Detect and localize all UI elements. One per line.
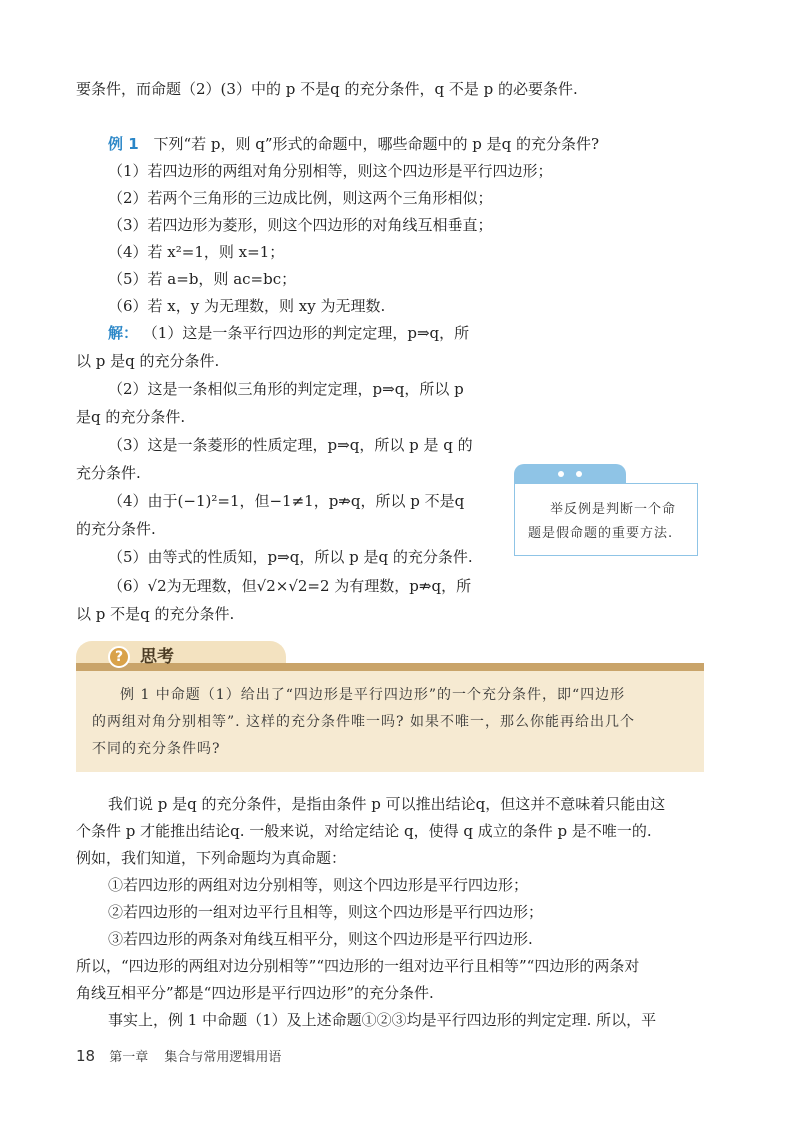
chapter-label: 第一章 bbox=[109, 1050, 149, 1065]
solution-line-6: 充分条件. bbox=[76, 464, 141, 482]
solution-text-1: （1）这是一条平行四边形的判定定理，p⇒q，所 bbox=[142, 324, 470, 342]
solution-line-8: 的充分条件. bbox=[76, 520, 156, 538]
solution-label: 解： bbox=[108, 324, 139, 342]
body-line-7: 所以，“四边形的两组对边分别相等”“四边形的一组对边平行且相等”“四边形的两条对 bbox=[76, 957, 640, 975]
page-number: 18 bbox=[76, 1047, 96, 1065]
solution-line-11: 以 p 不是q 的充分条件. bbox=[76, 605, 235, 623]
solution-line-5: （3）这是一条菱形的性质定理，p⇒q，所以 p 是 q 的 bbox=[108, 436, 473, 454]
chapter-title: 集合与常用逻辑用语 bbox=[164, 1050, 282, 1065]
solution-line-1 bbox=[108, 322, 469, 344]
body-line-2: 个条件 p 才能推出结论q. 一般来说，对给定结论 q，使得 q 成立的条件 p 是不唯一的. bbox=[76, 822, 652, 840]
body-line-5: ②若四边形的一组对边平行且相等，则这个四边形是平行四边形； bbox=[108, 903, 544, 921]
intro-line: 要条件，而命题（2）(3）中的 p 不是q 的充分条件，q 不是 p 的必要条件. bbox=[76, 80, 578, 98]
solution-line-4: 是q 的充分条件. bbox=[76, 408, 186, 426]
page-footer bbox=[76, 1046, 281, 1065]
solution-line-3: （2）这是一条相似三角形的判定定理，p⇒q，所以 p bbox=[108, 380, 464, 398]
question-icon: ? bbox=[108, 646, 130, 668]
side-note-line-2: 题是假命题的重要方法. bbox=[528, 526, 674, 541]
think-line-1: 例 1 中命题（1）给出了“四边形是平行四边形”的一个充分条件，即“四边形 bbox=[120, 687, 626, 703]
solution-line-2: 以 p 是q 的充分条件. bbox=[76, 352, 220, 370]
example-item-3: （3）若四边形为菱形，则这个四边形的对角线互相垂直； bbox=[108, 216, 493, 234]
example-item-4: （4）若 x²=1，则 x=1； bbox=[108, 243, 285, 261]
solution-line-7: （4）由于(−1)²=1，但−1≠1，p⇏q，所以 p 不是q bbox=[108, 492, 465, 510]
note-dot-icon bbox=[558, 471, 564, 477]
example-label: 例 1 bbox=[108, 135, 139, 153]
example-item-6: （6）若 x，y 为无理数，则 xy 为无理数. bbox=[108, 297, 386, 315]
side-note-line-1: 举反例是判断一个命 bbox=[550, 502, 677, 517]
think-line-3: 不同的充分条件吗? bbox=[92, 741, 221, 757]
example-item-5: （5）若 a=b，则 ac=bc； bbox=[108, 270, 297, 288]
body-line-4: ①若四边形的两组对边分别相等，则这个四边形是平行四边形； bbox=[108, 876, 529, 894]
note-dot-icon bbox=[576, 471, 582, 477]
body-line-1: 我们说 p 是q 的充分条件，是指由条件 p 可以推出结论q，但这并不意味着只能由这 bbox=[108, 795, 666, 813]
solution-line-9: （5）由等式的性质知，p⇒q，所以 p 是q 的充分条件. bbox=[108, 548, 473, 566]
body-line-8: 角线互相平分”都是“四边形是平行四边形”的充分条件. bbox=[76, 984, 434, 1002]
think-line-2: 的两组对角分别相等”. 这样的充分条件唯一吗? 如果不唯一，那么你能再给出几个 bbox=[92, 714, 636, 730]
side-note-tab bbox=[514, 464, 626, 484]
body-line-3: 例如，我们知道，下列命题均为真命题： bbox=[76, 849, 347, 867]
example-heading bbox=[108, 133, 599, 155]
think-title: 思考 bbox=[140, 647, 174, 667]
solution-line-10: （6）√2为无理数，但√2×√2=2 为有理数，p⇏q，所 bbox=[108, 577, 472, 595]
example-question: 下列“若 p，则 q”形式的命题中，哪些命题中的 p 是q 的充分条件? bbox=[153, 135, 600, 153]
side-note bbox=[514, 464, 700, 556]
body-line-6: ③若四边形的两条对角线互相平分，则这个四边形是平行四边形. bbox=[108, 930, 533, 948]
body-line-9: 事实上，例 1 中命题（1）及上述命题①②③均是平行四边形的判定定理. 所以，平 bbox=[108, 1011, 657, 1029]
example-item-2: （2）若两个三角形的三边成比例，则这两个三角形相似； bbox=[108, 189, 493, 207]
example-item-1: （1）若四边形的两组对角分别相等，则这个四边形是平行四边形； bbox=[108, 162, 553, 180]
